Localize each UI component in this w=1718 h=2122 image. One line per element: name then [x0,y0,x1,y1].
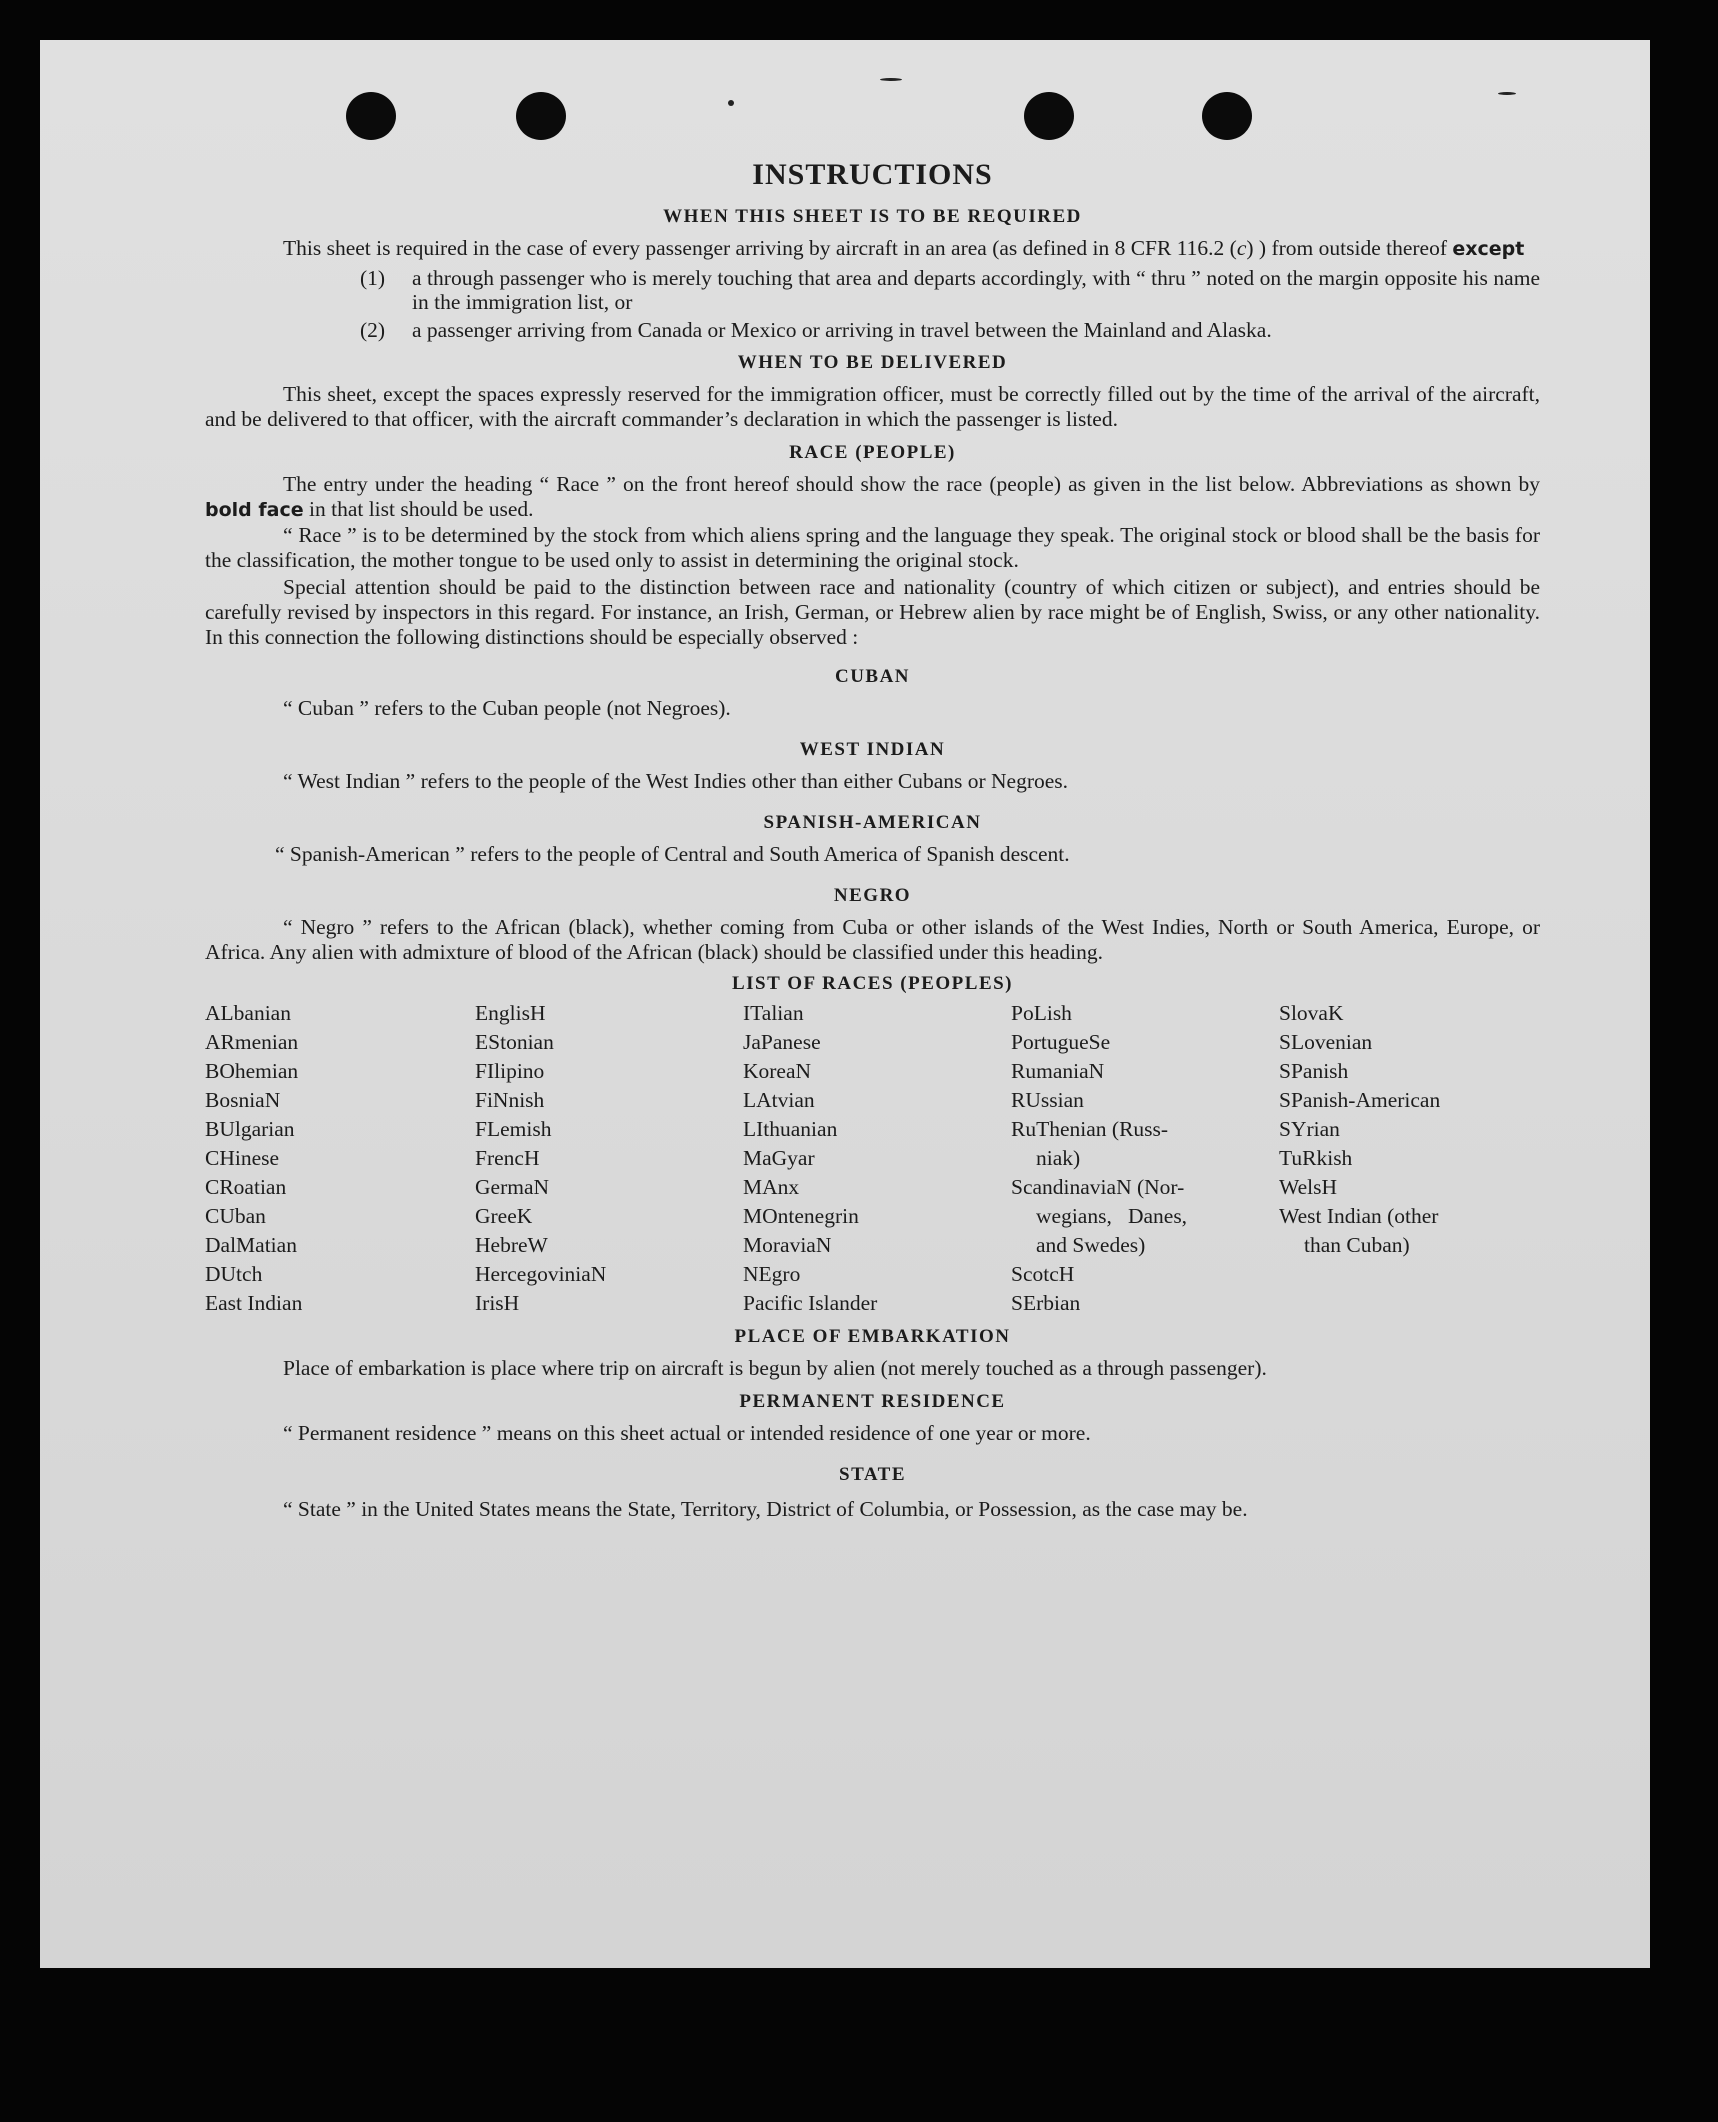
race-paragraph-1: The entry under the heading “ Race ” on the front hereof should show the race (people) as given in the list below. Abbreviations as shown by bold face in that list should be used. [205,472,1540,521]
race-item-continuation: wegians, Danes, [1036,1204,1188,1228]
race-item: BOhemian [205,1059,299,1083]
race-item: HercegoviniaN [475,1262,607,1286]
list-item: (2) a passenger arriving from Canada or Mexico or arriving in travel between the Mainland and Alaska. [360,318,1272,342]
state-text: “ State ” in the United States means the State, Territory, District of Columbia, or Possession, as the case may be. [283,1497,1248,1521]
race-item: HebreW [475,1233,548,1257]
section-heading-embarkation: PLACE OF EMBARKATION [734,1326,1011,1347]
residence-text: “ Permanent residence ” means on this sheet actual or intended residence of one year or more. [283,1421,1091,1445]
race-item: SlovaK [1279,1001,1344,1025]
race-item: BUlgarian [205,1117,295,1141]
race-item: EStonian [475,1030,554,1054]
race-item: ALbanian [205,1001,291,1025]
race-item: DUtch [205,1262,263,1286]
section-heading-negro: NEGRO [833,885,912,906]
punch-hole [1202,92,1252,140]
section-heading-required: WHEN THIS SHEET IS TO BE REQUIRED [663,206,1082,227]
race-item: ITalian [743,1001,804,1025]
race-item: LIthuanian [743,1117,838,1141]
race-item: FiNnish [475,1088,545,1112]
section-heading-state: STATE [839,1464,906,1485]
embarkation-text: Place of embarkation is place where trip on aircraft is begun by alien (not merely touched as a through passenger). [283,1356,1267,1380]
race-item: SLovenian [1279,1030,1373,1054]
race-item: IrisH [475,1291,520,1315]
list-item: (1) a through passenger who is merely touching that area and departs accordingly, with “ thru ” noted on the margin opposite his name in the immigration list, or [360,266,1540,314]
race-item-continuation: than Cuban) [1304,1233,1410,1257]
race-item: SYrian [1279,1117,1340,1141]
section-heading-cuban: CUBAN [834,666,911,687]
section-heading-spanish-american: SPANISH-AMERICAN [763,812,982,833]
race-item: ScandinaviaN (Nor- [1011,1175,1185,1199]
races-column [1011,999,1279,1318]
race-item: MaGyar [743,1146,815,1170]
page-title: INSTRUCTIONS [752,158,993,191]
list-of-races-heading: LIST OF RACES (PEOPLES) [731,973,1014,994]
race-item: LAtvian [743,1088,815,1112]
race-item: SPanish [1279,1059,1349,1083]
race-item: FIlipino [475,1059,545,1083]
delivered-text: This sheet, except the spaces expressly reserved for the immigration officer, must be correctly filled out by the time of the arrival of the aircraft, and be delivered to that officer, with the aircraft commander’s declaration in which the passenger is listed. [205,382,1540,431]
race-item: FrencH [475,1146,540,1170]
race-item: EnglisH [475,1001,546,1025]
race-item-continuation: and Swedes) [1036,1233,1146,1257]
races-column [475,999,743,1318]
race-item: DalMatian [205,1233,297,1257]
race-item: FLemish [475,1117,552,1141]
race-item: WelsH [1279,1175,1337,1199]
races-column [1279,999,1547,1318]
section-heading-delivered: WHEN TO BE DELIVERED [737,352,1008,373]
race-item: RuThenian (Russ- [1011,1117,1169,1141]
race-item: MoraviaN [743,1233,832,1257]
race-item: MAnx [743,1175,800,1199]
punch-hole [516,92,566,140]
race-item: East Indian [205,1291,303,1315]
races-column [743,999,1011,1318]
race-item: Pacific Islander [743,1291,878,1315]
document-sheet [40,40,1650,1968]
race-item: SErbian [1011,1291,1081,1315]
race-item-continuation: niak) [1036,1146,1081,1170]
race-item: PoLish [1011,1001,1072,1025]
punch-hole [346,92,396,140]
race-item: GermaN [475,1175,550,1199]
section-heading-west-indian: WEST INDIAN [799,739,946,760]
race-item: ARmenian [205,1030,299,1054]
negro-text: “ Negro ” refers to the African (black), whether coming from Cuba or other islands of the West Indies, North or South America, Europe, or Africa. Any alien with admixture of blood of the African (black) should be classified under this heading. [205,915,1540,964]
ink-speck [1498,92,1516,95]
race-item: PortugueSe [1011,1030,1111,1054]
section-heading-residence: PERMANENT RESIDENCE [739,1391,1006,1412]
race-item: MOntenegrin [743,1204,859,1228]
race-item: KoreaN [743,1059,812,1083]
race-paragraph-3: Special attention should be paid to the distinction between race and nationality (country of which citizen or subject), and entries should be carefully revised by inspectors in this regard. For instance, an Irish, German, or Hebrew alien by race might be of English, Swiss, or any other nationality. In this connection the following distinctions should be especially observed : [205,575,1540,649]
ink-speck [728,100,734,106]
ink-speck [880,78,902,81]
race-item: RumaniaN [1011,1059,1105,1083]
race-item: NEgro [743,1262,801,1286]
race-item: BosniaN [205,1088,281,1112]
punch-hole [1024,92,1074,140]
race-item: RUssian [1011,1088,1084,1112]
race-item: JaPanese [743,1030,821,1054]
race-item: ScotcH [1011,1262,1075,1286]
race-item: West Indian (other [1279,1204,1439,1228]
races-column [205,999,475,1318]
races-table [205,999,1540,1318]
cuban-text: “ Cuban ” refers to the Cuban people (not Negroes). [283,696,731,720]
race-paragraph-2: “ Race ” is to be determined by the stock from which aliens spring and the language they speak. The original stock or blood shall be the basis for the classification, the mother tongue to be used only to assist in determining the original stock. [205,523,1540,572]
west-indian-text: “ West Indian ” refers to the people of the West Indies other than either Cubans or Negroes. [283,769,1069,793]
race-item: SPanish-American [1279,1088,1441,1112]
race-item: GreeK [475,1204,533,1228]
race-item: CUban [205,1204,266,1228]
race-item: CRoatian [205,1175,287,1199]
spanish-american-text: “ Spanish-American ” refers to the people of Central and South America of Spanish descent. [275,842,1070,866]
instructions-content [205,158,1540,1524]
required-intro: This sheet is required in the case of every passenger arriving by aircraft in an area (as defined in 8 CFR 116.2 (c) ) from outside thereof except [283,236,1525,260]
race-item: TuRkish [1279,1146,1353,1170]
race-item: CHinese [205,1146,280,1170]
section-heading-race: RACE (PEOPLE) [789,442,956,463]
